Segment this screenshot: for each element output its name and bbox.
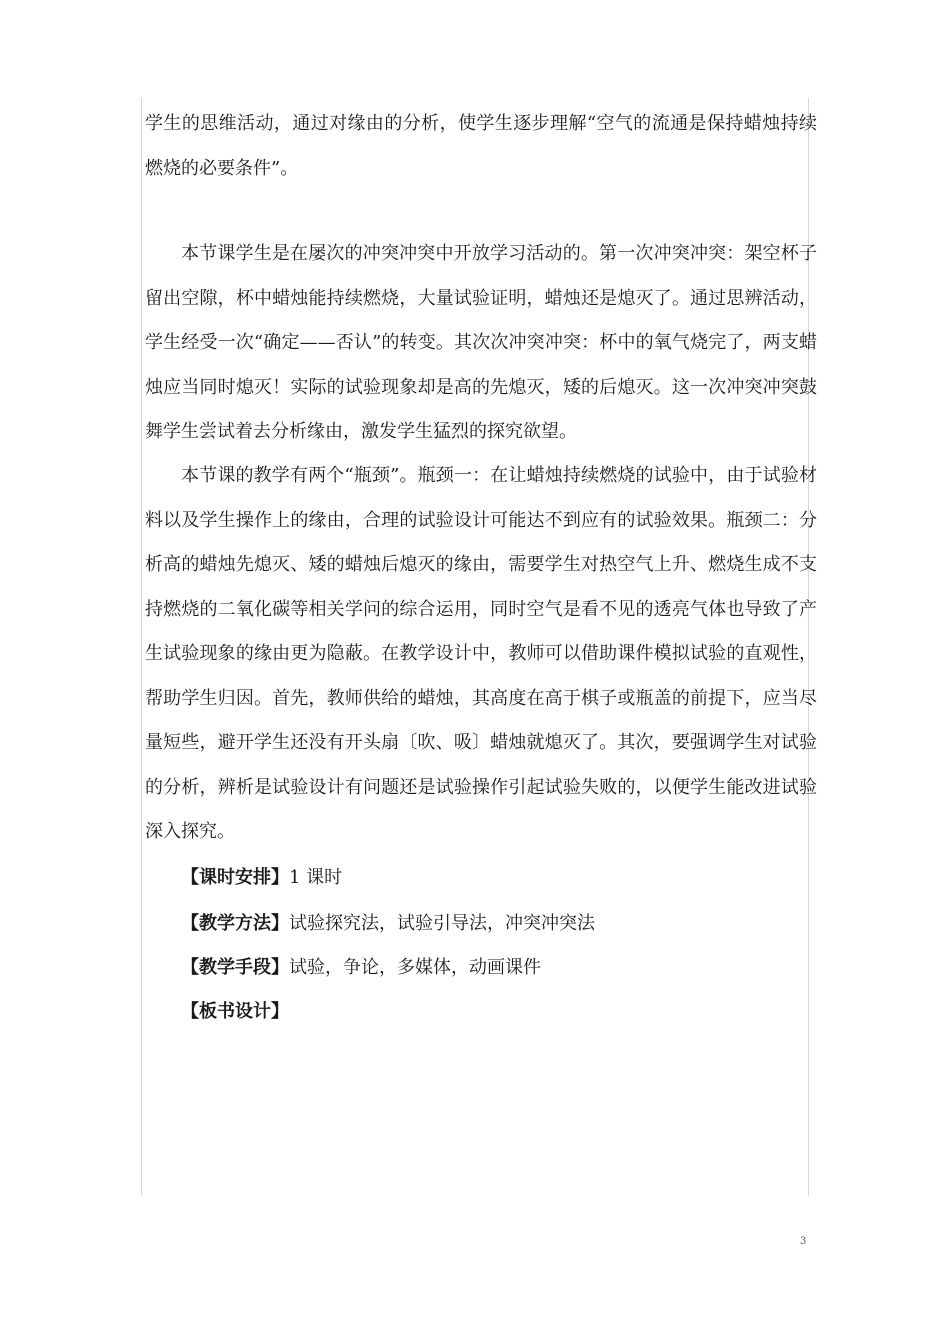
lesson-schedule-label: 【课时安排】 bbox=[181, 867, 289, 888]
teaching-means bbox=[181, 956, 541, 980]
lesson-schedule bbox=[181, 866, 342, 890]
board-design bbox=[181, 1000, 289, 1024]
paragraph-continuation: 学生的思维活动，通过对缘由的分析，使学生逐步理解“空气的流通是保持蜡烛持续燃烧的必要条件”。 bbox=[145, 113, 817, 179]
teaching-method-label: 【教学方法】 bbox=[181, 913, 289, 934]
teaching-method-value: 试验探究法，试验引导法，冲突冲突法 bbox=[289, 913, 595, 934]
left-margin-rule bbox=[141, 98, 142, 1196]
page-number: 3 bbox=[800, 1236, 807, 1247]
teaching-means-value: 试验，争论，多媒体，动画课件 bbox=[289, 957, 541, 978]
paragraph-conflicts: 本节课学生是在屡次的冲突冲突中开放学习活动的。第一次冲突冲突：架空杯子留出空隙，杯中蜡烛能持续燃烧，大量试验证明，蜡烛还是熄灭了。通过思辨活动，学生经受一次“确定——否认”的转变。其次次冲突冲突：杯中的氧气烧完了，两支蜡烛应当同时熄灭！实际的试验现象却是高的先熄灭，矮的后熄灭。这一次冲突冲突鼓舞学生尝试着去分析缘由，激发学生猛烈的探究欲望。 bbox=[145, 243, 817, 442]
paragraph-bottlenecks: 本节课的教学有两个“瓶颈”。瓶颈一：在让蜡烛持续燃烧的试验中，由于试验材料以及学生操作上的缘由，合理的试验设计可能达不到应有的试验效果。瓶颈二：分析高的蜡烛先熄灭、矮的蜡烛后熄灭的缘由，需要学生对热空气上升、燃烧生成不支持燃烧的二氧化碳等相关学问的综合运用，同时空气是看不见的透亮气体也导致了产生试验现象的缘由更为隐蔽。在教学设计中，教师可以借助课件模拟试验的直观性，帮助学生归因。首先，教师供给的蜡烛，其高度在高于棋子或瓶盖的前提下，应当尽量短些，避开学生还没有开头扇〔吹、吸〕蜡烛就熄灭了。其次，要强调学生对试验的分析，辨析是试验设计有问题还是试验操作引起试验失败的，以便学生能改进试验深入探究。 bbox=[145, 465, 817, 842]
board-design-label: 【板书设计】 bbox=[181, 1001, 289, 1022]
lesson-schedule-value: 1 课时 bbox=[289, 867, 343, 888]
teaching-method bbox=[181, 912, 595, 936]
teaching-means-label: 【教学手段】 bbox=[181, 957, 289, 978]
